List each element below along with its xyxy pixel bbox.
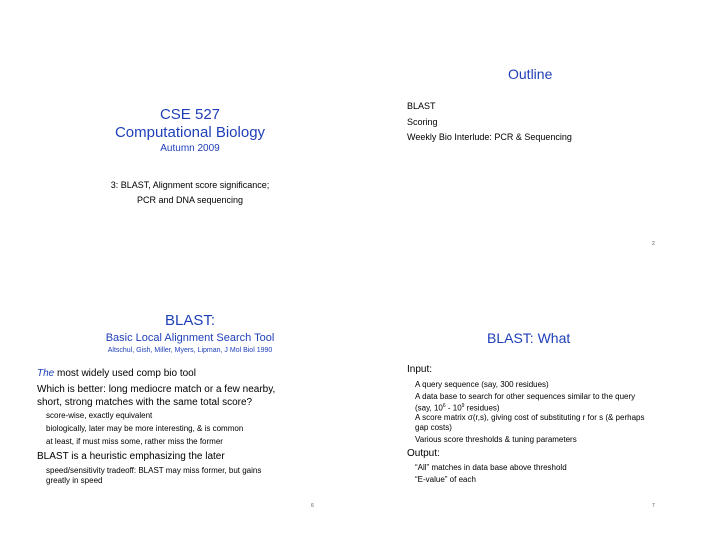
text-span: (say, 10 [415,403,443,413]
slide-heading: BLAST: [164,312,216,329]
text-span: residues) [464,403,500,413]
slide-blast-what [380,295,720,535]
sub-bullet: “All” matches in data base above threshold [415,463,567,472]
page-number: 6 [311,503,314,509]
sub-bullet: at least, if must miss some, rather miss the former [46,437,223,446]
course-subtitle: Computational Biology [114,124,266,141]
outline-item: Weekly Bio Interlude: PCR & Sequencing [407,132,572,142]
slide-heading: BLAST: What [487,330,571,346]
slide-subheading: Basic Local Alignment Search Tool [105,332,275,344]
section-label: Input: [407,364,433,375]
bullet-text: most widely used comp bio tool [54,368,196,379]
sub-bullet: Various score thresholds & tuning parameters [415,435,577,444]
sub-bullet: biologically, later may be more interesting, & is common [46,424,244,433]
slide-outline [380,40,720,280]
sub-bullet-line: gap costs) [415,423,452,432]
emphasis-text: The [37,368,55,379]
text-span: A score matrix [415,413,468,422]
course-term: Autumn 2009 [160,143,220,154]
bullet-line: short, strong matches with the same total score? [37,397,253,408]
sub-bullet: score-wise, exactly equivalent [46,411,153,420]
slide-blast-intro [20,295,360,535]
citation: Altschul, Gish, Miller, Myers, Lipman, J Mol Biol 1990 [107,347,273,354]
sub-bullet-line: speed/sensitivity tradeoff: BLAST may miss former, but gains [46,466,262,475]
sub-bullet-line: A data base to search for other sequences similar to the query [415,392,636,401]
bullet [37,367,196,380]
bullet: BLAST is a heuristic emphasizing the later [37,451,225,462]
section-label: Output: [407,448,440,459]
page-number: 2 [652,241,655,247]
sub-bullet: A query sequence (say, 300 residues) [415,380,549,389]
page-number: 7 [652,503,655,509]
sigma-symbol: σ [467,413,473,422]
sub-bullet-line: greatly in speed [46,476,103,485]
sub-bullet: “E-value” of each [415,475,476,484]
text-span: - 10 [445,403,462,413]
course-title: CSE 527 [159,106,221,123]
lecture-title-line2: PCR and DNA sequencing [136,195,244,205]
slide-title [20,40,360,280]
outline-title: Outline [508,66,553,82]
text-span: (r,s), giving cost of substituting r for s (& perhaps [472,413,645,422]
superscript: 6 [442,403,446,409]
superscript: 9 [461,403,465,409]
outline-item: BLAST [407,101,436,111]
lecture-title-line1: 3: BLAST, Alignment score significance; [110,180,270,190]
bullet-line: Which is better: long mediocre match or a few nearby, [37,384,276,395]
outline-item: Scoring [407,117,438,127]
